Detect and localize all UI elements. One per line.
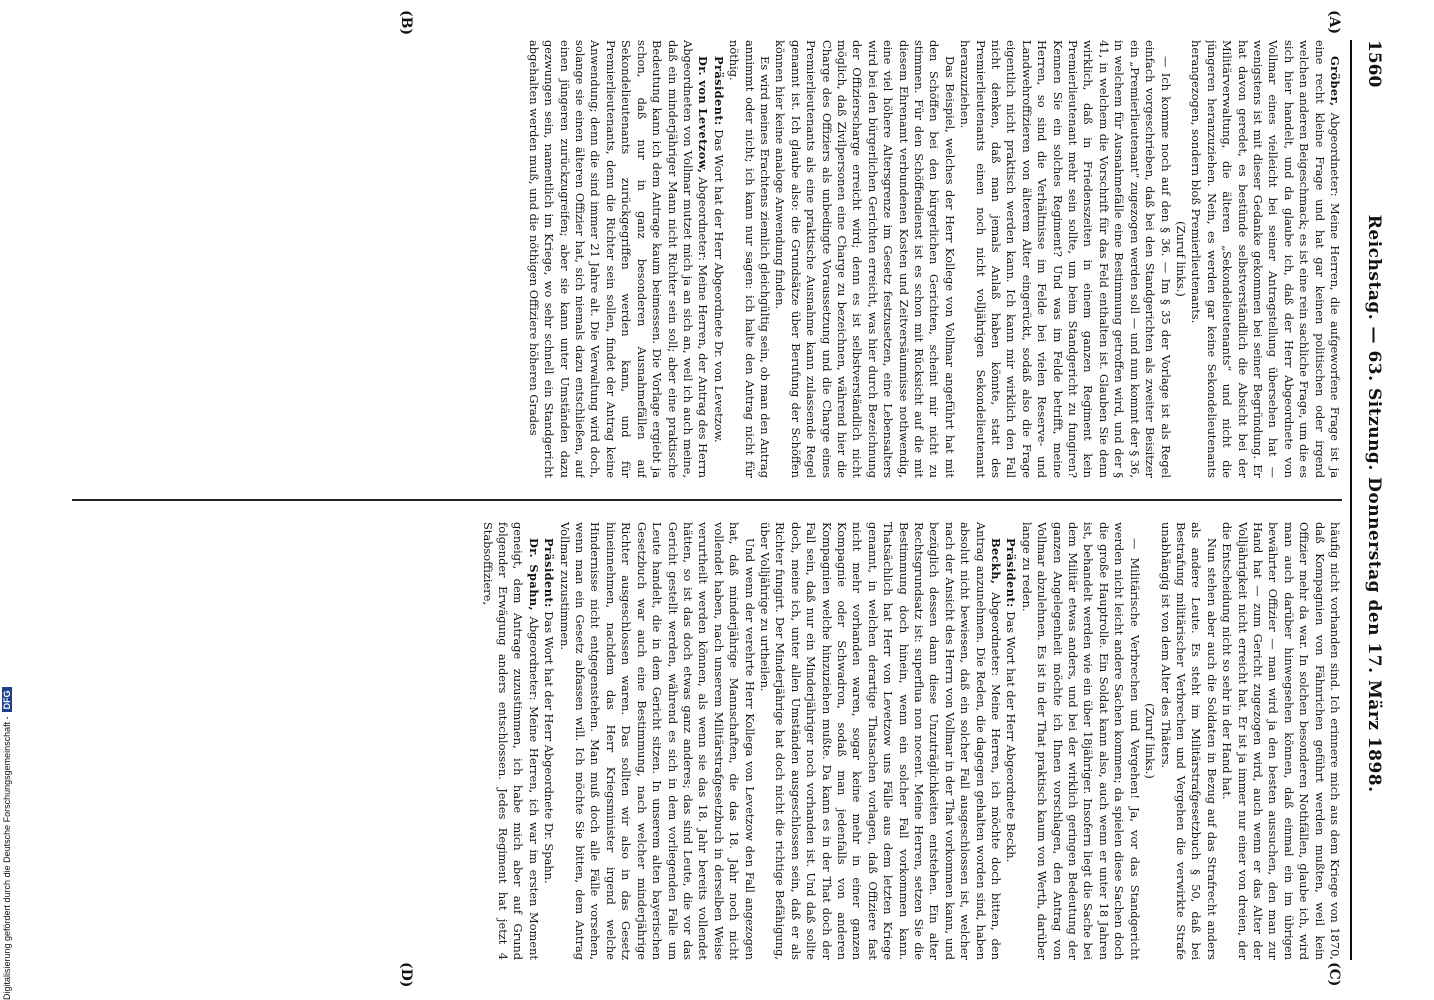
paragraph-text: Abgeordneter: Meine Herren, ich möchte doch bitten, den Antrag anzunehmen. Die Reden, die dagegen gehalten worden sind, haben absolut nicht bewiesen, daß ein solcher Fall ausgeschlossen ist, welcher nach der Ansicht des Herrn von Vollmar in der That vorkommen kann, und bezüglich dessen dann diese Unzuträglichkeiten entstehen. Ein alter Rechtsgrundsatz ist: superflua non nocent. Meine Herren, setzen Sie die Bestimmung doch hinein, wenn ein solcher Fall vorkommen kann. Thatsächlich hat Herr von Levetzow uns Fälle aus dem letzten Kriege genannt, in welchen derartige Thatsachen vorlagen, daß Offiziere fast nicht mehr vorhanden waren, sogar keine mehr in einer ganzen Kompagnie oder Schwadron, sodaß man jedenfalls von anderen Kompagnien welche hinzuziehen mußte. Da kann es in der That doch der Fall sein, daß nur ein Minderjähriger noch vorhanden ist. Und daß sollte doch, meine ich, unter allen Umständen ausgeschlossen sein, daß er als Richter fungirt. Der Minderjährige hat doch nicht die richtige Befähigung, über Volljährige zu urtheilen. [757,522,1004,960]
interjection: (Zuruf links.) [1143,703,1158,779]
paragraph: Und wenn der verehrte Herr Kollega von Levetzow den Fall angezogen hat, daß minderjährige Mannschaften, die das 18. Jahr noch nicht vollendet haben, nach unserem Militärstrafgesetzbuch in derselben Weise verurtheilt werden können, als wenn sie das 18. Jahr bereits vollendet hätten, so ist das doch etwas ganz anderes; das sind Leute, die vor das Gericht gestellt werden, während es sich in dem vorliegenden Falle um Leute handelt, die in dem Gericht sitzen. In unserem alten bayerischen Gesetzbuch war auch eine Bestimmung, nach welcher minderjährige Richter ausgeschlossen waren. Das sollten wir also in das Gesetz hineinnehmen, nachdem das Herr Kriegsminister irgend welche Hindernisse nicht entgegenstehen. Man muß doch alle Fälle vorsehen, wenn man ein Gesetz abfassen will. Ich möchte Sie bitten, dem Antrag Vollmar zuzustimmen. [557,522,757,960]
paragraph-text: Abgeordneter: Meine Herren, der Antrag des Herrn Abgeordneten von Vollmar mutzet mich ja an sich an, weil ich auch meine, daß ein minderjähriger Mann nicht Richter sein soll; aber eine praktische Bedeutung kann ich dem Antrage kaum beimessen. Die Vorlage ergiebt ja schon, daß nur in ganz besonderen Ausnahmefällen auf Sekondelieutenants zurückgegriffen werden kann, und für Premierlieutenants, denn die Richter sein sollen, findet der Antrag keine Anwendung; denn die sind immer 21 Jahre alt. Die Verwaltung wird doch, solange sie einen älteren Offizier hat, sich niemals dazu entschließen, auf einen jüngeren zurückzugreifen; aber sie kann unter Umständen dazu gezwungen sein, namentlich im Kriege, wo sehr schnell ein Standgericht abgehalten werden muß, und die nöthigen Offiziere höheren Grades [526,40,711,478]
paragraph: Das Beispiel, welches der Herr Kollege von Vollmar angeführt hat mit den Schöffen bei den bürgerlichen Gerichten, scheint mir nicht zu stimmen. Für den Schöffendienst ist es schon mit Rücksicht auf die mit diesem Ehrenamt verbundenen Kosten und Zeitversäumnisse nothwendig, eine viel höhere Altersgrenze im Gesetz festzusetzen, eine Lebensalters wird bei den bürgerlichen Gerichten erreicht, was hier durch Bezeichnung der Offizierscharge erreicht wird; denn es ist selbstverständlich nicht möglich, daß Zivilpersonen eine Charge zu bezeichnen, während hier die Charge des Offiziers als unbedingte Voraussetzung und die Charge eines Premierlieutenants als eine praktische Ausnahme kann zulassende Regel genannt ist. Ich glaube also: die Grundsätze über Berufung der Schöffen können hier keine analoge Anwendung finden. [773,40,957,478]
paragraph [710,40,725,478]
paragraph [525,40,710,478]
speaker-name: Beckh, [989,538,1004,585]
right-column [72,522,1342,960]
paragraph: Es wird meines Erachtens ziemlich gleichgültig sein, ob man den Antrag annimmt oder nicht; ich kann nur sagen: ich halte den Antrag nicht für nöthig. [727,40,772,478]
paragraph-text: Das Wort hat der Herr Abgeordnete Beckh. [1004,607,1019,863]
paragraph: häufig nicht vorhanden sind. Ich erinnere mich aus dem Kriege von 1870, daß Kompagnien von Fähnrichen geführt werden mußten, weil kein Offizier mehr da war. In solchen besonderen Nothfällen, glaube ich, wird man auch darüber hinwegsehen können, daß einmal ein im übrigen bewährter Offizier — man wird ja den besten aussuchen, den man zur Hand hat — zum Gericht zugezogen wird, auch wenn er das Alter der Volljährigkeit nicht erreicht hat. Er ist ja immer nur einer von dreien, der die Entscheidung nicht so sehr in der Hand hat. [1220,522,1342,960]
digitization-footer [2,687,12,1000]
paragraph [479,522,541,960]
speaker-name: Dr. Spahn, [526,538,541,611]
speaker-name: Präsident: [1004,538,1019,608]
margin-marker-c: (C) [1326,962,1342,987]
column-divider [72,499,1342,501]
page-number: 1560 [1364,40,1384,88]
newspaper-page [64,10,1394,988]
paragraph-text: Abgeordneter: Meine Herren, die aufgeworfene Frage ist ja eine recht kleine Frage und hat gar keinen politischen oder irgend welchen anderen Beigeschmack; es ist eine rein sachliche Frage, um die es sich hier handelt, und da glaube ich, daß der Herr Abgeordnete von Vollmar eines vielleicht bei seiner Antragstellung übersehen hat — wenigstens ist mit dieser Gedanke gekommen bei seiner Begründung. Er hat davon geredet, es bestünde selbstverständlich die Absicht bei der Militärverwaltung, die älteren „Sekondelieutenants“ und nicht die jüngeren heranzuziehen. Nein, es werden gar keine Sekondelieutenants herangezogen, sondern bloß Premierlieutenants. [1189,40,1342,478]
interjection: (Zuruf links.) [1173,221,1188,297]
paragraph-text: Das Wort hat der Herr Abgeordnete Dr. Spahn. [542,607,557,884]
paragraph: Nun stehen aber auch die Soldaten in Bezug auf das Strafrecht anders als andere Leute. Es steht im Militärstrafgesetzbuch § 50, daß bei Bestrafung militärischer Verbrechen und Vergehen die verwirkte Strafe unabhängig ist von dem Alter des Thäters. [1158,522,1219,960]
paragraph [1003,522,1018,960]
speaker-name: Präsident: [542,538,557,608]
page-title: Reichstag. — 63. Sitzung. Donnerstag den 17. März 1898. [1364,214,1384,793]
margin-marker-a: (A) [1326,10,1342,35]
speaker-name: Gröber, [1328,56,1342,107]
paragraph-text: Abgeordneter: Meine Herren, ich war im ersten Moment geneigt, dem Antrage zuzustimmen, ich habe mich aber auf Grund folgender Erwägung anders entschlossen. Jedes Regiment hat jetzt 4 Stabsoffiziere, [480,522,541,960]
paragraph: — Ich komme noch auf den § 36. — Im § 35 der Vorlage ist als Regel einfach vorgeschrieben, daß bei den Standgerichten als zweiter Beisitzer ein „Premierlieutenant“ zugezogen werden soll — und nun kommt der § 36, in welchem für Ausnahmefälle eine Bestimmung getroffen wird, und der § 41, in welchem die Vorschrift für das Feld enthalten ist. Glauben Sie denn wirklich, daß in Friedenszeiten in einem ganzen Regiment kein Premierlieutenant mehr sein sollte, um beim Standgericht zu fungiren? Kennen Sie ein solches Regiment? Und was im Felde betrifft, meine Herren, so sind die Verhältnisse im Felde bei vielen Reserve- und Landwehroffizieren von älterem Alter eingerückt, sodaß also die Frage eigentlich nicht praktisch werden kann. Ich kann mir wirklich den Fall nicht denken, daß man jemals Anlaß haben könnte, statt des Premierlieutenants einen noch nicht volljährigen Sekondelieutenant heranzuziehen. [958,40,1173,478]
paragraph [541,522,556,960]
margin-marker-b: (B) [398,10,414,36]
paragraph [757,522,1004,960]
speaker-name: Präsident: [711,56,726,126]
header-rule [1350,40,1352,960]
paragraph [1188,40,1342,478]
left-column [72,40,1342,478]
margin-marker-d: (D) [398,962,414,988]
paragraph: — Militärische Verbrechen und Vergehen! Ja, vor das Standgericht werden nicht leicht andere Sachen kommen; da spielen diese Sachen doch die große Hauptrolle. Ein Soldat kann also, auch wenn er unter 18 Jahren ist, behandelt werden wie ein über 18jähriger. Insofern liegt die Sache bei dem Militär etwas anders, und bei der wirklich geringen Bedeutung der ganzen Angelegenheit möchte ich Ihnen vorschlagen, den Antrag von Vollmar abzulehnen. Es ist in der That praktisch kaum von Werth, darüber lange zu reden. [1019,522,1142,960]
speaker-name: Dr. von Levetzow, [696,56,711,174]
footer-text: Digitalisierung gefördert durch die Deutsche Forschungsgemeinschaft - [2,716,12,1000]
paragraph-text: Das Wort hat der Herr Abgeordnete Dr. von Levetzow. [711,125,726,443]
dfg-logo: DFG [2,687,12,712]
page-header [1354,40,1394,960]
